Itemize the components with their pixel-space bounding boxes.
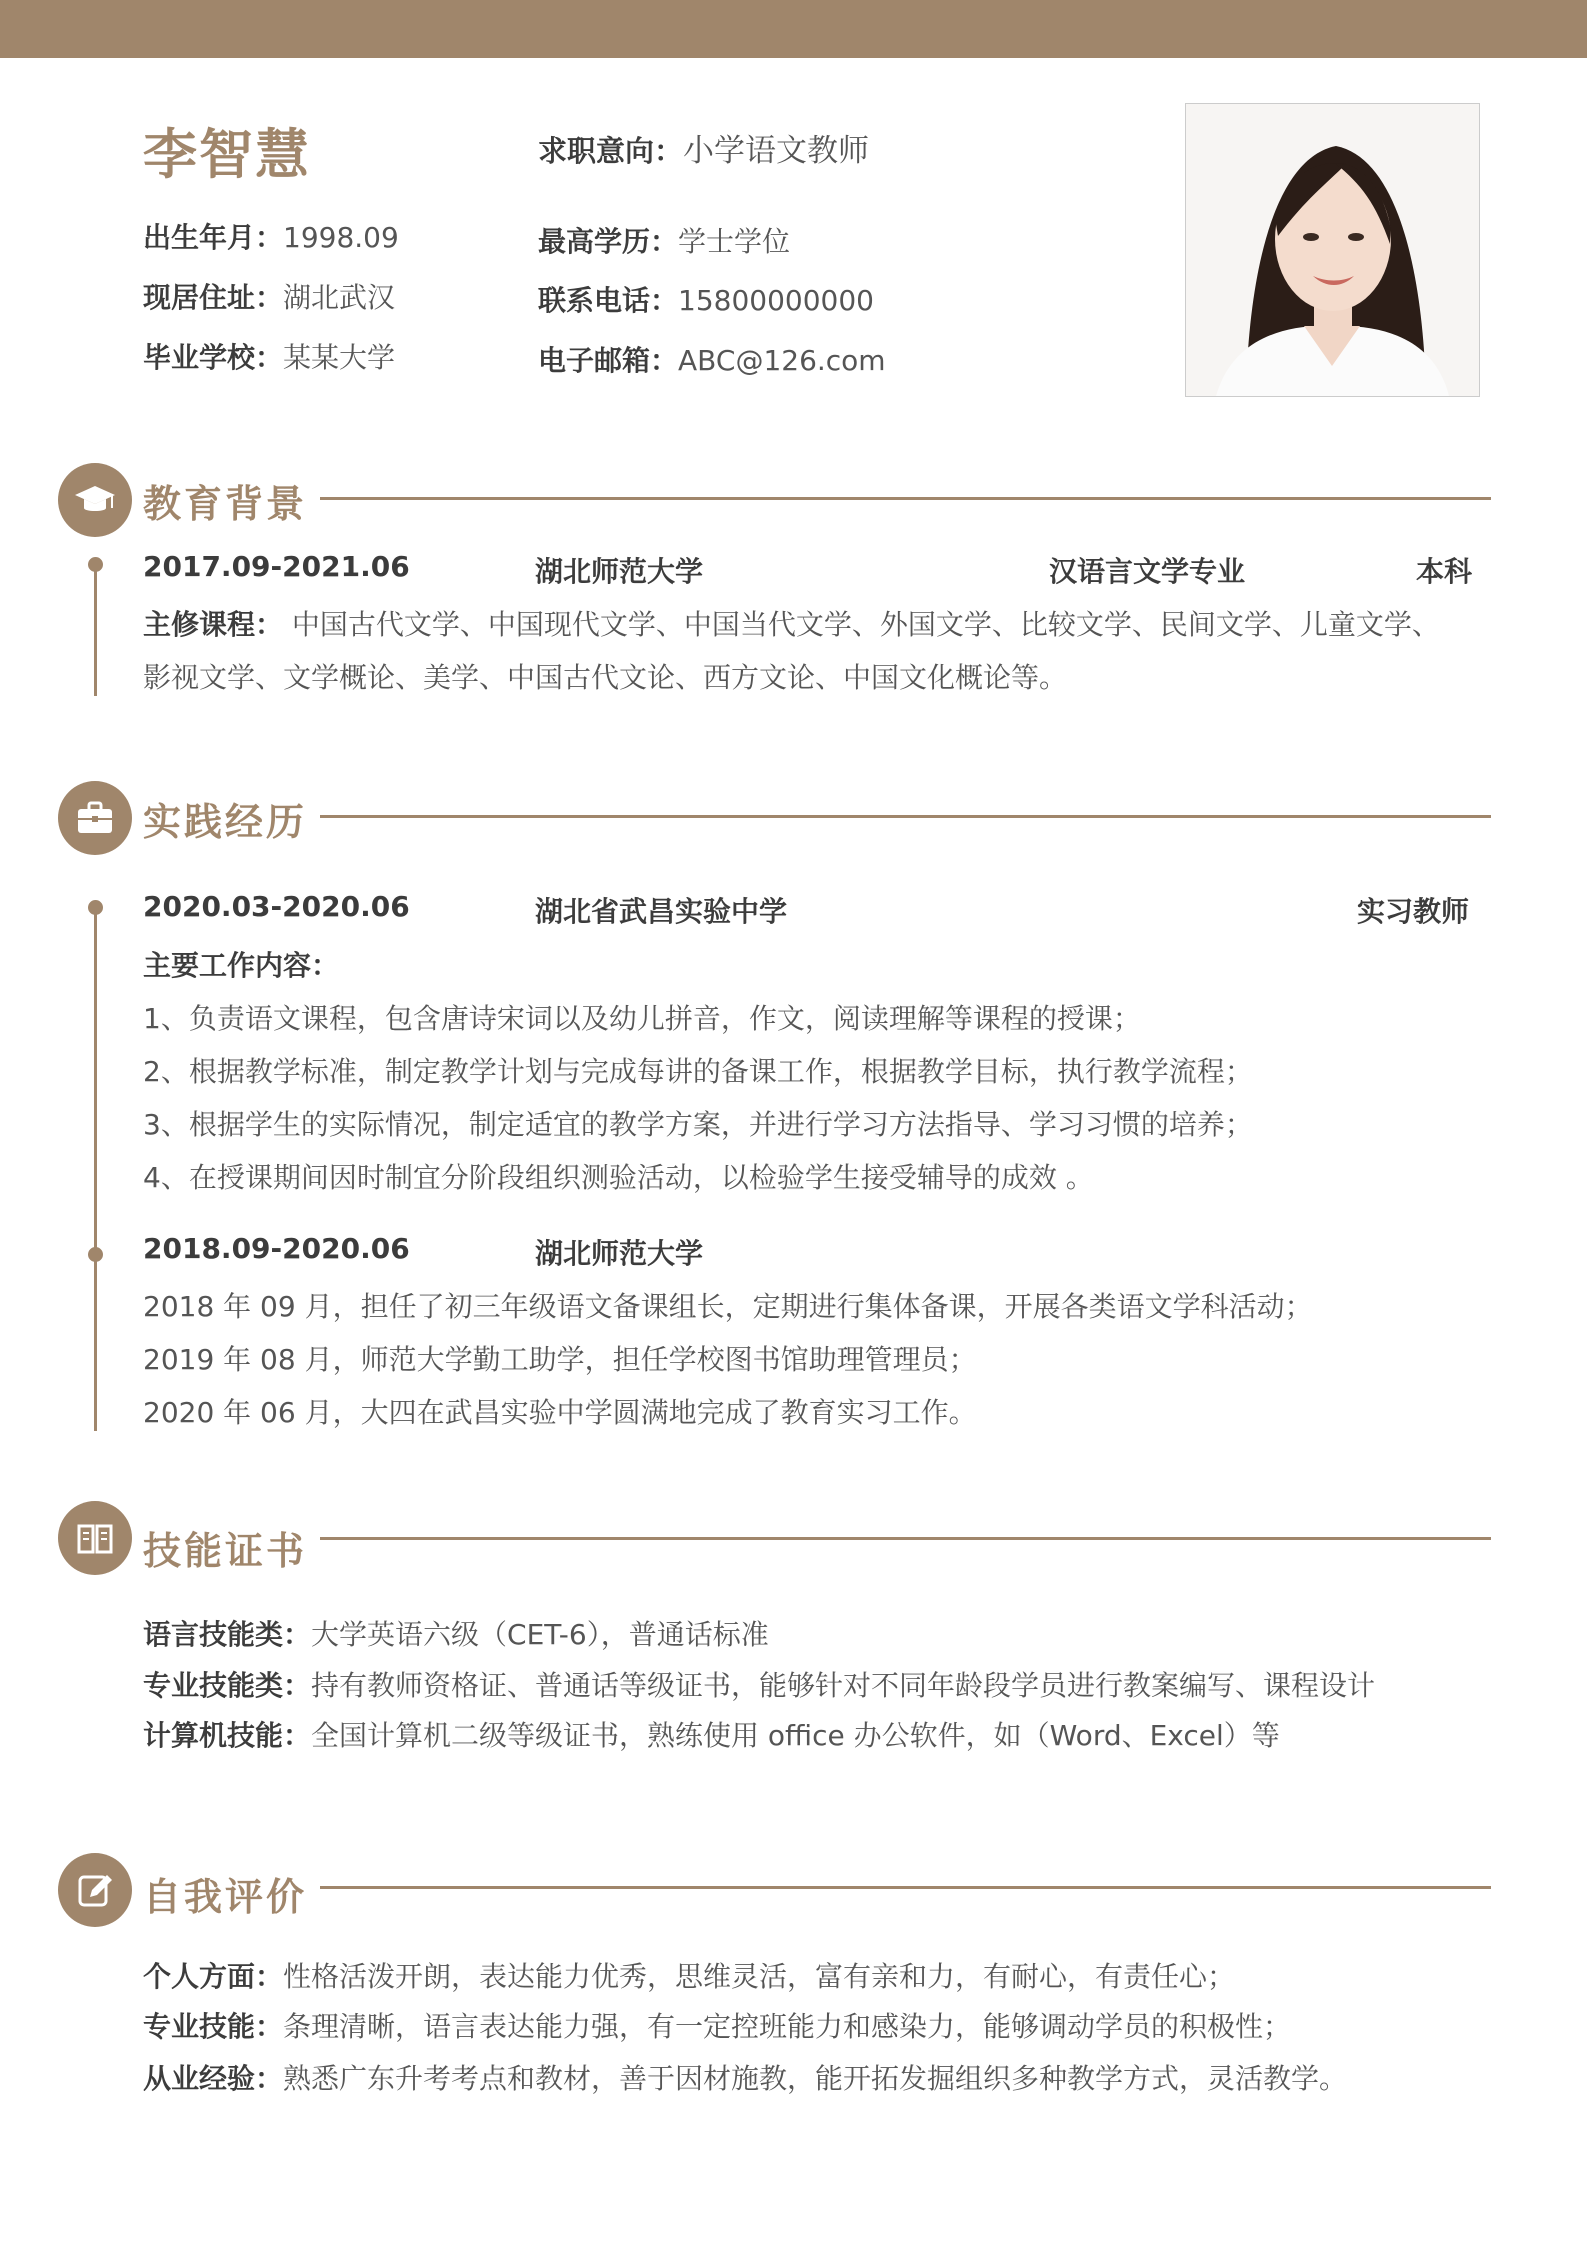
practice-1-item: 1、负责语文课程，包含唐诗宋词以及幼儿拼音，作文，阅读理解等课程的授课； [143,1002,1141,1035]
top-accent-bar [0,0,1587,58]
self-eval-professional [143,2005,1291,2045]
practice-1-period: 2020.03-2020.06 [143,890,410,923]
profile-photo [1185,103,1480,397]
info-email-value: ABC@126.com [678,344,886,377]
info-degree [538,222,790,262]
self-eval-professional-value: 条理清晰，语言表达能力强，有一定控班能力和感染力，能够调动学员的积极性； [283,2010,1292,2043]
info-birth-value: 1998.09 [283,221,399,254]
self-eval-experience-label: 从业经验： [143,2062,284,2095]
practice-1-item: 3、根据学生的实际情况，制定适宜的教学方案，并进行学习方法指导、学习习惯的培养； [143,1108,1253,1141]
self-eval-personal-value: 性格活泼开朗，表达能力优秀，思维灵活，富有亲和力，有耐心，有责任心； [283,1960,1236,1993]
info-birth [143,218,399,258]
education-degree: 本科 [1416,555,1473,588]
book-icon [58,1501,132,1575]
timeline-dot [88,557,103,572]
education-school: 湖北师范大学 [535,555,704,588]
section-title-practice: 实践经历 [143,800,308,844]
graduation-cap-icon [58,463,132,537]
section-divider-practice [320,815,1491,818]
courses-line-2: 影视文学、文学概论、美学、中国古代文论、西方文论、中国文化概论等。 [143,661,1068,694]
section-title-self-eval: 自我评价 [143,1875,308,1919]
briefcase-icon [58,781,132,855]
self-eval-experience [143,2057,1347,2097]
info-email [538,341,886,381]
info-phone-label: 联系电话： [538,284,679,317]
info-phone-value: 15800000000 [678,284,874,317]
courses-line-1: 中国古代文学、中国现代文学、中国当代文学、外国文学、比较文学、民间文学、儿童文学、 [291,608,1440,641]
section-divider-education [320,497,1491,500]
self-eval-experience-value: 熟悉广东升考考点和教材，善于因材施教，能开拓发掘组织多种教学方式，灵活教学。 [283,2062,1348,2095]
edit-pen-icon [58,1853,132,1927]
skill-computer [143,1714,1280,1754]
skill-computer-value: 全国计算机二级等级证书，熟练使用 office 办公软件，如（Word、Excel）等 [311,1719,1280,1752]
self-eval-professional-label: 专业技能： [143,2010,284,2043]
skill-professional-label: 专业技能类： [143,1669,312,1702]
section-title-education: 教育背景 [143,482,308,526]
education-period: 2017.09-2021.06 [143,550,410,583]
info-phone [538,281,874,321]
practice-1-item: 2、根据教学标准，制定教学计划与完成每讲的备课工作，根据教学目标，执行教学流程； [143,1055,1253,1088]
info-school-value: 某某大学 [283,341,396,374]
skill-professional [143,1664,1375,1704]
info-degree-label: 最高学历： [538,225,679,258]
section-divider-self-eval [320,1886,1491,1889]
practice-1-sub-label: 主要工作内容： [143,949,340,982]
skill-language [143,1613,769,1653]
self-eval-personal [143,1955,1235,1995]
info-address-label: 现居住址： [143,281,284,314]
self-eval-personal-label: 个人方面： [143,1960,284,1993]
courses-label: 主修课程： [143,608,284,641]
info-birth-label: 出生年月： [143,221,284,254]
info-school-label: 毕业学校： [143,341,284,374]
practice-2-item: 2018 年 09 月，担任了初三年级语文备课组长，定期进行集体备课，开展各类语文学科活动； [143,1290,1313,1323]
timeline-line-education [94,563,97,696]
skill-language-label: 语言技能类： [143,1618,312,1651]
info-address-value: 湖北武汉 [283,281,396,314]
candidate-name: 李智慧 [143,123,311,186]
skill-computer-label: 计算机技能： [143,1719,312,1752]
practice-2-item: 2020 年 06 月，大四在武昌实验中学圆满地完成了教育实习工作。 [143,1396,977,1429]
info-address [143,278,395,318]
info-email-label: 电子邮箱： [538,344,679,377]
skill-professional-value: 持有教师资格证、普通话等级证书，能够针对不同年龄段学员进行教案编写、课程设计 [311,1669,1376,1702]
job-objective-value: 小学语文教师 [683,133,870,169]
info-school [143,338,395,378]
practice-2-period: 2018.09-2020.06 [143,1232,410,1265]
timeline-dot [88,900,103,915]
section-divider-skills [320,1537,1491,1540]
timeline-dot [88,1247,103,1262]
job-objective [538,131,869,172]
practice-2-item: 2019 年 08 月，师范大学勤工助学，担任学校图书馆助理管理员； [143,1343,977,1376]
skill-language-value: 大学英语六级（CET-6），普通话标准 [311,1618,769,1651]
practice-1-role: 实习教师 [1357,895,1470,928]
job-objective-label: 求职意向： [538,134,684,168]
section-title-skills: 技能证书 [143,1529,308,1573]
education-major: 汉语言文学专业 [1049,555,1246,588]
practice-1-org: 湖北省武昌实验中学 [535,895,788,928]
timeline-line-practice [94,906,97,1431]
practice-1-item: 4、在授课期间因时制宜分阶段组织测验活动，以检验学生接受辅导的成效 。 [143,1161,1094,1194]
education-courses [143,603,1440,643]
practice-2-org: 湖北师范大学 [535,1237,704,1270]
info-degree-value: 学士学位 [678,225,791,258]
